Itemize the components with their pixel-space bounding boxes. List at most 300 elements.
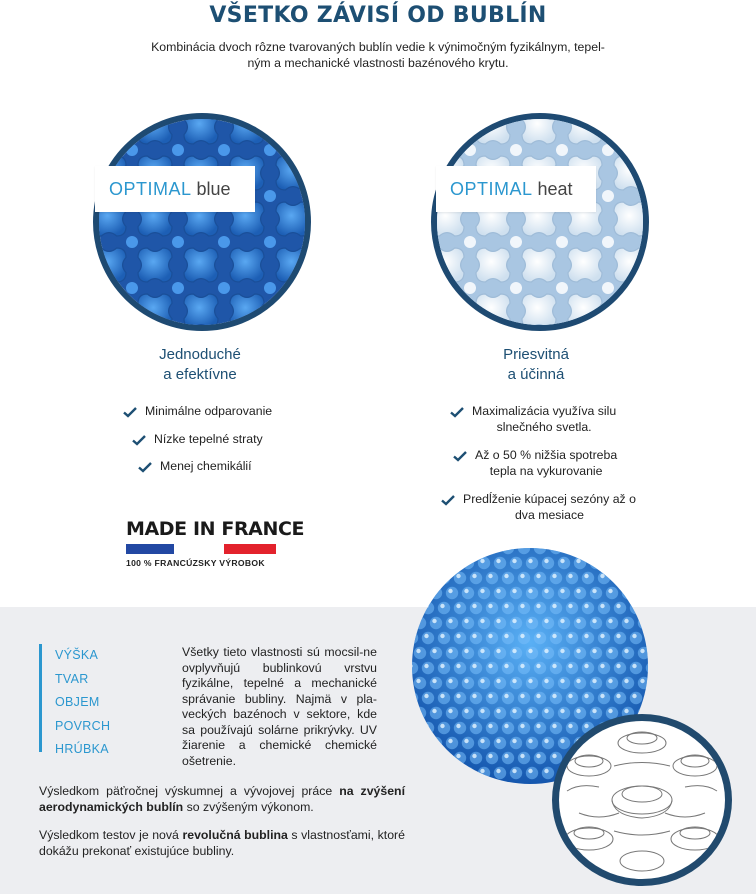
bubble-dot xyxy=(454,722,466,734)
bubble-dot xyxy=(560,709,564,713)
bubble-dot xyxy=(504,724,508,728)
bubble-dot xyxy=(560,589,564,593)
bubble-dot xyxy=(440,664,444,668)
bubble-dot xyxy=(432,709,436,713)
variant-name: heat xyxy=(537,178,573,199)
bubble-dot xyxy=(472,724,476,728)
bubble-dot xyxy=(464,739,468,743)
bubble-dot xyxy=(478,557,490,569)
optimal-heat-subtitle: Priesvitná a účinná xyxy=(503,346,569,383)
bubble-dot xyxy=(558,707,570,719)
bubble-dot xyxy=(472,754,476,758)
bubble-dot xyxy=(606,647,618,659)
made-in-france-badge xyxy=(126,518,305,568)
bubble-dot xyxy=(544,739,548,743)
bubble-dot xyxy=(412,548,418,554)
bubble-dot xyxy=(638,587,648,599)
bubble-dot xyxy=(602,236,614,248)
bubble-dot xyxy=(542,587,554,599)
bubble-dot xyxy=(424,574,428,578)
bubble-shape xyxy=(476,248,510,282)
bubble-dot xyxy=(544,619,548,623)
bubble-dot xyxy=(486,572,498,584)
bubble-dot xyxy=(560,649,564,653)
bubble-dot xyxy=(622,587,634,599)
bubble-dot xyxy=(574,707,586,719)
bubble-dot xyxy=(502,722,514,734)
bubble-dot xyxy=(448,709,452,713)
bubble-dot xyxy=(560,559,564,563)
made-in-france-title: MADE IN FRANCE xyxy=(126,518,305,540)
bubble-dot xyxy=(502,662,514,674)
bubble-dot xyxy=(600,604,604,608)
bubble-dot xyxy=(472,694,476,698)
bubble-dot xyxy=(414,587,426,599)
bubble-dot xyxy=(496,589,500,593)
bubble-dot xyxy=(568,574,572,578)
bubble-dot xyxy=(424,694,428,698)
property-item: TVAR xyxy=(55,671,89,686)
bubble-dot xyxy=(568,634,572,638)
bubble-dot xyxy=(510,707,522,719)
bubble-dot xyxy=(126,282,138,294)
bubble-dot xyxy=(526,677,538,689)
optimal-blue-features xyxy=(123,404,303,475)
bubble-dot xyxy=(494,677,506,689)
bubble-dot xyxy=(606,587,618,599)
bubble-dot xyxy=(472,634,476,638)
bubble-dot xyxy=(574,557,586,569)
bubble-dot xyxy=(544,649,548,653)
bubble-dot xyxy=(528,679,532,683)
bubble-dot xyxy=(496,619,500,623)
bubble-dot xyxy=(526,707,538,719)
bubble-shape xyxy=(568,119,602,144)
bubble-dot xyxy=(590,707,602,719)
bubble-dot xyxy=(614,548,626,554)
bubble-dot xyxy=(470,662,482,674)
bubble-dot xyxy=(520,604,524,608)
bubble-dot xyxy=(446,557,458,569)
bubble-dot xyxy=(526,557,538,569)
bubble-dot xyxy=(614,692,626,704)
bubble-dot xyxy=(622,677,634,689)
bubble-dot xyxy=(558,737,570,749)
bubble-dot xyxy=(480,589,484,593)
bubble-dot xyxy=(424,634,428,638)
bubble-dot xyxy=(464,144,476,156)
bubble-dot xyxy=(526,767,538,779)
bubble-dot xyxy=(518,692,530,704)
bubble-dot xyxy=(462,677,474,689)
bubble-dot xyxy=(528,619,532,623)
bubble-dot xyxy=(608,709,612,713)
bubble-dot xyxy=(556,236,568,248)
bubble-dot xyxy=(432,649,436,653)
bubble-dot xyxy=(608,649,612,653)
bubble-shape xyxy=(276,294,305,325)
bubble-dot xyxy=(552,574,556,578)
bubble-dot xyxy=(416,559,420,563)
bubble-dot xyxy=(528,559,532,563)
checkmark-icon xyxy=(132,434,146,446)
bubble-shape xyxy=(614,294,643,325)
bubble-dot xyxy=(456,694,460,698)
bubble-dot xyxy=(454,548,466,554)
bubble-dot xyxy=(584,634,588,638)
bubble-dot xyxy=(606,617,618,629)
bubble-dot xyxy=(536,664,540,668)
bubble-dot xyxy=(542,677,554,689)
bubble-dot xyxy=(512,769,516,773)
bubble-shape xyxy=(568,248,602,282)
bubble-dot xyxy=(456,754,460,758)
bubble-dot xyxy=(430,677,442,689)
bubble-dot xyxy=(536,634,540,638)
bubble-dot xyxy=(464,679,468,683)
bubble-dot xyxy=(630,572,642,584)
bubble-dot xyxy=(478,677,490,689)
bubble-dot xyxy=(464,559,468,563)
bubble-dot xyxy=(446,587,458,599)
bubble-dot xyxy=(518,662,530,674)
bubble-shape xyxy=(614,156,643,190)
bubble-dot xyxy=(624,589,628,593)
bubble-dot xyxy=(566,662,578,674)
bubble-dot xyxy=(590,587,602,599)
bubble-dot xyxy=(448,739,452,743)
bubble-dot xyxy=(416,589,420,593)
bubble-dot xyxy=(536,694,540,698)
bubble-dot xyxy=(430,557,442,569)
bubble-dot xyxy=(422,632,434,644)
bubble-dot xyxy=(558,557,570,569)
bubble-dot xyxy=(430,707,442,719)
optimal-blue-label xyxy=(95,166,255,212)
bubble-dot xyxy=(510,737,522,749)
bubble-dot xyxy=(446,677,458,689)
bubble-dot xyxy=(430,647,442,659)
bubble-dot xyxy=(614,572,626,584)
bubble-shape xyxy=(476,294,510,325)
bubble-dot xyxy=(614,602,626,614)
bubble-dot xyxy=(616,664,620,668)
bubble-dot xyxy=(488,664,492,668)
bubble-dot xyxy=(630,692,642,704)
bubble-dot xyxy=(502,572,514,584)
bubble-shape xyxy=(614,202,643,236)
bubble-dot xyxy=(590,677,602,689)
bubble-dot xyxy=(552,604,556,608)
bubble-dot xyxy=(520,724,524,728)
bubble-dot xyxy=(630,662,642,674)
bubble-dot xyxy=(446,737,458,749)
bubble-dot xyxy=(582,692,594,704)
bubble-dot xyxy=(502,692,514,704)
bubble-shape xyxy=(276,202,305,236)
bubble-dot xyxy=(486,692,498,704)
bubble-dot xyxy=(518,602,530,614)
bubble-dot xyxy=(172,236,184,248)
checkmark-icon xyxy=(123,406,137,418)
bubble-dot xyxy=(414,647,426,659)
feature-item: Až o 50 % nižšia spotreba tepla na vykurovanie xyxy=(453,448,661,479)
bubble-dot xyxy=(568,664,572,668)
bubble-dot xyxy=(438,548,450,554)
bubble-dot xyxy=(494,767,506,779)
feature-item: Predĺženie kúpacej sezóny až o dva mesiace xyxy=(441,492,661,523)
bubble-dot xyxy=(502,632,514,644)
bubble-shape xyxy=(614,119,643,144)
bubble-dot xyxy=(608,559,612,563)
bubble-dot xyxy=(510,767,522,779)
bubble-dot xyxy=(622,617,634,629)
bubble-dot xyxy=(534,632,546,644)
checkmark-icon xyxy=(441,494,455,506)
bubble-shape xyxy=(522,119,556,144)
bubble-dot xyxy=(448,649,452,653)
bubble-dot xyxy=(574,617,586,629)
bubble-dot xyxy=(606,557,618,569)
bubble-dot xyxy=(462,557,474,569)
bubble-diagram-drawing xyxy=(559,721,725,879)
bubble-dot xyxy=(520,574,524,578)
bubble-dot xyxy=(608,619,612,623)
bubble-dot xyxy=(606,677,618,689)
bubble-dot xyxy=(518,752,530,764)
bubble-dot xyxy=(510,617,522,629)
optimal-heat-label xyxy=(436,166,596,212)
bubble-dot xyxy=(446,647,458,659)
bubble-dot xyxy=(526,617,538,629)
bubble-dot xyxy=(456,574,460,578)
checkmark-icon xyxy=(138,461,152,473)
bubble-dot xyxy=(414,557,426,569)
bubble-dot xyxy=(616,694,620,698)
bubble-dot xyxy=(542,707,554,719)
bubble-dot xyxy=(488,604,492,608)
bubble-dot xyxy=(598,548,610,554)
bubble-dot xyxy=(462,737,474,749)
bubble-dot xyxy=(488,574,492,578)
bubble-dot xyxy=(486,602,498,614)
bubble-dot xyxy=(464,236,476,248)
bubble-dot xyxy=(598,572,610,584)
bubble-dot xyxy=(542,647,554,659)
bubble-dot xyxy=(510,282,522,294)
bubble-dot xyxy=(430,587,442,599)
bubble-dot xyxy=(520,634,524,638)
bubble-shape xyxy=(230,294,264,325)
bubble-dot xyxy=(576,679,580,683)
bubble-dot xyxy=(416,649,420,653)
bubble-dot xyxy=(470,692,482,704)
bubble-dot xyxy=(584,574,588,578)
bubble-dot xyxy=(264,282,276,294)
bubble-dot xyxy=(632,664,636,668)
bubble-dot xyxy=(510,144,522,156)
bubble-dot xyxy=(544,679,548,683)
bubble-dot xyxy=(600,634,604,638)
bubble-dot xyxy=(552,754,556,758)
result-paragraph: Výsledkom testov je nová revolučná bublina s vlastnosťami, ktoré dokážu prekonať existujúce bubliny. xyxy=(39,828,405,858)
bubble-dot xyxy=(592,589,596,593)
bubble-dot xyxy=(480,679,484,683)
bubble-shape xyxy=(230,248,264,282)
bubble-dot xyxy=(438,662,450,674)
optimal-heat-features xyxy=(441,404,661,523)
bubble-dot xyxy=(470,722,482,734)
intro-text: Kombinácia dvoch rôzne tvarovaných bublín vedie k výnimočným fyzikálnym, tepel- ným a mechanické vlastnosti bazénového krytu. xyxy=(151,40,605,70)
bubble-dot xyxy=(438,572,450,584)
bubble-dot xyxy=(486,632,498,644)
bubble-dot xyxy=(454,632,466,644)
page-title: VŠETKO ZÁVISÍ OD BUBLÍN xyxy=(209,3,547,28)
bubble-dot xyxy=(430,617,442,629)
bubble-dot xyxy=(126,236,138,248)
bubble-dot xyxy=(576,649,580,653)
bubble-dot xyxy=(528,709,532,713)
bubble-dot xyxy=(574,677,586,689)
bubble-dot xyxy=(470,632,482,644)
bubble-dot xyxy=(646,572,648,584)
bubble-dot xyxy=(464,709,468,713)
bubble-dot xyxy=(542,767,554,779)
bubble-dot xyxy=(472,664,476,668)
bubble-dot xyxy=(566,602,578,614)
bubble-dot xyxy=(566,692,578,704)
bubble-dot xyxy=(422,692,434,704)
bubble-dot xyxy=(454,572,466,584)
bubble-dot xyxy=(542,737,554,749)
bubble-shape xyxy=(99,119,126,144)
bubble-dot xyxy=(568,604,572,608)
bubble-dot xyxy=(504,604,508,608)
bubble-dot xyxy=(464,619,468,623)
bubble-dot xyxy=(504,694,508,698)
bubble-dot xyxy=(534,662,546,674)
bubble-dot xyxy=(550,632,562,644)
bubble-dot xyxy=(544,709,548,713)
research-paragraph: Výsledkom päťročnej výskumnej a vývojovej práce na zvýšení aerodynamických bublín so zvýšeným výkonom. xyxy=(39,784,405,814)
property-item: OBJEM xyxy=(55,695,100,709)
bubble-dot xyxy=(602,144,614,156)
bubble-dot xyxy=(496,739,500,743)
bubble-shape xyxy=(568,294,602,325)
bubble-shape xyxy=(437,294,464,325)
bubble-dot xyxy=(566,632,578,644)
bubble-dot xyxy=(172,144,184,156)
bubble-dot xyxy=(602,190,614,202)
variant-name: blue xyxy=(196,178,231,199)
bubble-dot xyxy=(542,617,554,629)
bubble-dot xyxy=(494,617,506,629)
bubble-dot xyxy=(464,282,476,294)
bubble-dot xyxy=(534,572,546,584)
bubble-dot xyxy=(518,572,530,584)
bubble-dot xyxy=(534,692,546,704)
bubble-dot xyxy=(552,694,556,698)
bubble-dot xyxy=(504,664,508,668)
bubble-dot xyxy=(454,692,466,704)
brand-name: OPTIMAL xyxy=(109,178,192,199)
bubble-dot xyxy=(624,649,628,653)
bubble-dot xyxy=(558,617,570,629)
bubble-shape xyxy=(184,119,218,144)
blue-bubble-pattern xyxy=(99,119,305,325)
bubble-shape xyxy=(138,119,172,144)
bubble-shape xyxy=(276,119,305,144)
bubble-dot xyxy=(480,619,484,623)
bubble-dot xyxy=(440,634,444,638)
bubble-shape xyxy=(138,248,172,282)
bubble-dot xyxy=(558,647,570,659)
bubble-dot xyxy=(544,589,548,593)
bubble-dot xyxy=(518,722,530,734)
property-item: HRÚBKA xyxy=(55,742,109,756)
bubble-dot xyxy=(640,679,644,683)
bubble-dot xyxy=(464,589,468,593)
bubble-dot xyxy=(510,587,522,599)
bubble-dot xyxy=(478,737,490,749)
bubble-dot xyxy=(584,664,588,668)
bubble-dot xyxy=(598,692,610,704)
bubble-dot xyxy=(462,617,474,629)
bubble-dot xyxy=(488,634,492,638)
bubble-dot xyxy=(602,282,614,294)
bubble-dot xyxy=(556,144,568,156)
bubble-dot xyxy=(550,692,562,704)
bubble-dot xyxy=(574,647,586,659)
bubble-dot xyxy=(454,662,466,674)
bubble-dot xyxy=(558,677,570,689)
bubble-dot xyxy=(412,574,413,578)
bubble-dot xyxy=(494,737,506,749)
bubble-dot xyxy=(592,679,596,683)
bubble-dot xyxy=(600,574,604,578)
bubble-dot xyxy=(520,664,524,668)
checkmark-icon xyxy=(450,406,464,418)
bubble-dot xyxy=(448,559,452,563)
optimal-heat-image xyxy=(431,113,649,331)
bubble-dot xyxy=(576,619,580,623)
bubble-dot xyxy=(512,709,516,713)
bubble-dot xyxy=(440,604,444,608)
bubble-dot xyxy=(630,548,642,554)
bubble-dot xyxy=(614,632,626,644)
bubble-dot xyxy=(432,679,436,683)
bubble-dot xyxy=(632,694,636,698)
bubble-dot xyxy=(616,604,620,608)
bubble-dot xyxy=(504,634,508,638)
bubble-dot xyxy=(462,647,474,659)
bubble-dot xyxy=(422,572,434,584)
optimal-blue-subtitle: Jednoduché a efektívne xyxy=(159,346,241,383)
bubble-dot xyxy=(218,236,230,248)
bubble-dot xyxy=(552,634,556,638)
bubble-dot xyxy=(584,724,588,728)
bubble-dot xyxy=(592,559,596,563)
bubble-dot xyxy=(582,662,594,674)
bubble-dot xyxy=(550,602,562,614)
bubble-dot xyxy=(576,559,580,563)
bubble-dot xyxy=(544,559,548,563)
bubble-dot xyxy=(440,694,444,698)
bubble-dot xyxy=(526,737,538,749)
bubble-shape xyxy=(230,119,264,144)
bubble-dot xyxy=(488,724,492,728)
bubble-dot xyxy=(480,739,484,743)
